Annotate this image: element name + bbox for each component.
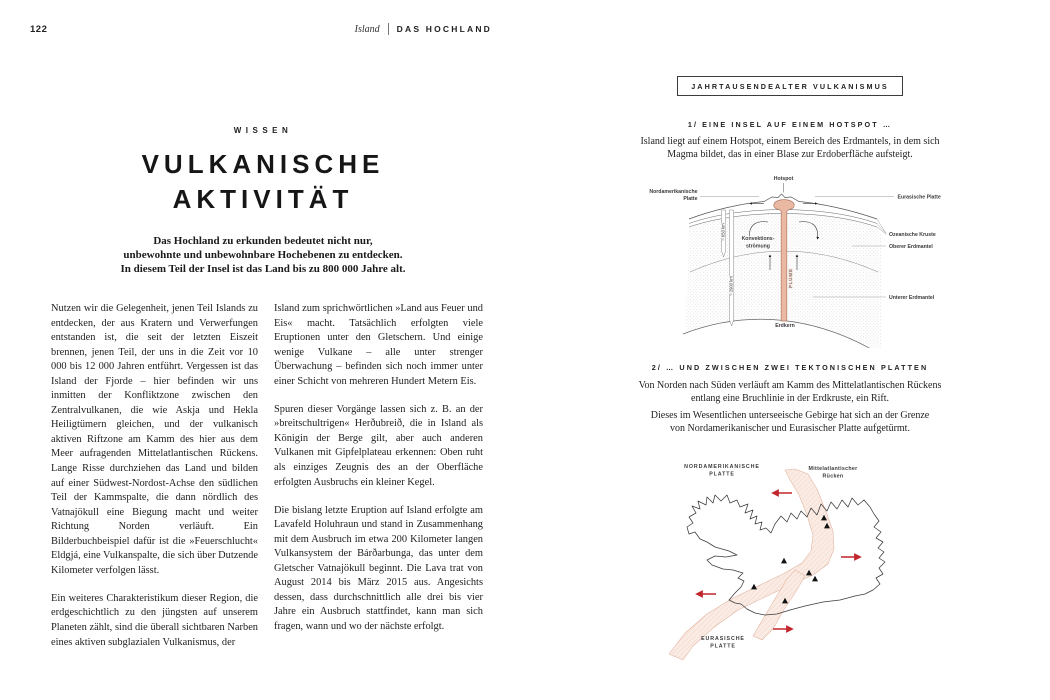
page-title [48,147,478,217]
section1-heading: 1/ EINE INSEL AUF EINEM HOTSPOT … [687,120,893,129]
map-eur-plate-label-line2: PLATTE [710,643,736,650]
volcano-triangle [751,584,757,590]
intro-line: In diesem Teil der Insel ist das Land bis zu 800 000 Jahre alt. [120,262,406,275]
running-head [300,23,492,35]
caption-line: Von Norden nach Süden verläuft am Kamm des Mittelatlantischen Rückens [638,380,942,391]
depth-650-label: ~ 650 km [720,223,726,241]
body-paragraph: Spuren dieser Vorgänge lassen sich z. B. an der »breitschultrigen« Herðubreið, die in Island als Königin der Berge gilt, aber auch anderen Vulkanen mit Gipfelplateau erkennen: Oben ruht als einziges Zeugnis des an der Oberfläche erfolgten Ausbruchs ein kleiner Kegel. [274,403,483,488]
eur-plate-label: Eurasische Platte [897,194,941,201]
tectonic-map [645,443,980,700]
infobox-title-wrap [645,76,935,96]
page-title-line1: VULKANISCHE [141,149,385,179]
caption-line: entlang eine Bruchlinie in der Erdkruste, ein Rift. [691,392,889,404]
section2-caption-2 [615,410,965,435]
caption-line: von Nordamerikanischer und Eurasischer Platte aufgetürmt. [670,422,910,434]
hotspot-diagram [645,166,980,348]
depth-2900-label: ~ 2900 km [728,276,734,296]
running-head-section: DAS HOCHLAND [396,24,492,34]
map-ridge-label-line2: Rücken [822,473,844,480]
body-column-right [274,302,483,634]
map-nam-plate-label-line2: PLATTE [709,471,735,478]
caption-line: Magma bildet, das in einer Blase zur Erdoberfläche aufsteigt. [667,148,913,160]
kicker: WISSEN [233,126,293,135]
body-paragraph: Ein weiteres Charakteristikum dieser Region, die erdgeschichtlich zu den jüngsten auf unserem Planeten zählt, sind die überall sichtbaren Narben eines aktiven subglazialen Vulkanismus, der [51,592,258,648]
intro-paragraph [48,235,478,276]
intro-line: Das Hochland zu erkunden bedeutet nicht nur, [153,235,373,247]
core-label: Erdkern [775,323,795,329]
lower-mantle-label: Unterer Erdmantel [889,295,935,301]
rift-zone-band [669,469,834,660]
volcano-triangle [781,558,787,564]
hotspot-label: Hotspot [773,176,794,182]
intro-line: unbewohnte und unbewohnbare Hochebenen zu entdecken. [123,248,403,261]
convection-label-line1: Konvektions- [741,236,775,242]
section1-caption [615,136,965,161]
upper-mantle-label: Oberer Erdmantel [889,244,933,250]
page-number: 122 [30,24,48,35]
body-paragraph: Island zum sprichwörtlichen »Land aus Feuer und Eis« macht. Tatsächlich erfolgten viele Eruptionen unter den Gletschern. Und einige wenige Vulkane – alle unter strenger Überwachung – befinden sich noch immer unter einer Schicht von mehreren Hundert Metern Eis. [274,303,483,387]
oceanic-crust-label: Ozeanische Kruste [889,232,936,238]
section2-caption-1 [615,380,965,405]
body-column-left [51,302,258,650]
map-eur-plate-label-line1: EURASISCHE [701,636,745,642]
nam-plate-label-line1: Nordamerikanische [649,189,698,195]
nam-plate-label-line2: Platte [683,196,698,202]
caption-line: Dieses im Wesentlichen unterseeische Gebirge hat sich an der Grenze [650,410,930,421]
volcano-triangle [812,576,818,582]
caption-line: Island liegt auf einem Hotspot, einem Bereich des Erdmantels, in dem sich [640,136,940,147]
page-title-line2: AKTIVITÄT [172,184,354,214]
map-ridge-label-line1: Mittelatlantischer [808,466,858,472]
plume-label: PLUME [787,268,793,288]
convection-label-line2: strömung [746,243,770,250]
body-paragraph: Die bislang letzte Eruption auf Island erfolgte am Lavafeld Holuhraun und stand in Zusammenhang mit dem Ausbruch im etwa 200 Kilometer langen Vulkansystem der Bárðarbunga, das unter dem Gletscher Vatnajökull beginnt. Die Lava trat von August 2014 bis März 2015 aus. Angesichts dessen, dass durchschnittlich alle drei bis vier Jahre ein Ausbruch stattfindet, kann man sich fragen, wann und wo der nächste erfolgt. [274,504,483,632]
section2-heading: 2/ … UND ZWISCHEN ZWEI TEKTONISCHEN PLATTEN [651,363,929,372]
map-nam-plate-label-line1: NORDAMERIKANISCHE [684,464,760,470]
running-head-title: Island [354,23,380,35]
running-head-divider [388,23,389,35]
body-paragraph: Nutzen wir die Gelegenheit, jenen Teil Islands zu entdecken, der aus Kratern und Verwerfungen entstanden ist, die seit der letzten Eiszeit brennen, jenen Teil, der uns in die Zeit vor 10 000 bis 12 000 Jahren entführt. Vergessen ist das Island der Fjorde – hier befinden wir uns inmitten der Konfliktzone zwischen den Zentralvulkanen, die wie Askja und Hekla Heiligtümern gleichen, und der vulkanisch aktiven Riftzone am Kamm des hier aus dem Meer aufragenden Mittelatlantischen Rückens. Lange Risse durchziehen das Land und bilden auf einer Südwest-Nordost-Achse den südlichen Teil der Kammspalte, die dann nördlich des Vatnajökull eine Biegung macht und weiter Richtung Norden verläuft. Ein Bilderbuchbeispiel dafür ist die »Feuerschlucht« Eldgjá, eine Vulkanspalte, die sich über Dutzende Kilometer verfolgen lässt. [51,303,258,576]
infobox-title: JAHRTAUSENDEALTER VULKANISMUS [677,76,903,96]
